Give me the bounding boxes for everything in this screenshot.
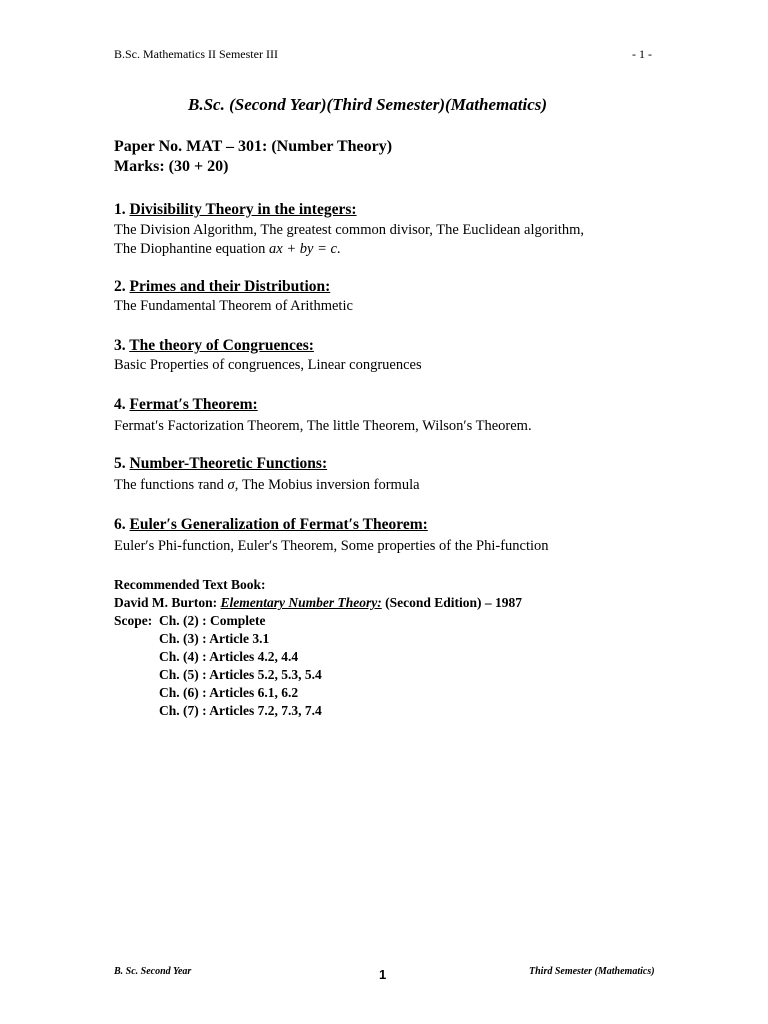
section-4-title: Fermat′s Theorem: (129, 396, 258, 413)
running-header-left: B.Sc. Mathematics II Semester III (114, 47, 278, 61)
footer-right: Third Semester (Mathematics) (529, 966, 655, 977)
scope-item: Ch. (4) : Articles 4.2, 4.4 (159, 649, 299, 664)
footer-page-number: 1 (379, 967, 387, 982)
section-6-title: Euler′s Generalization of Fermat′s Theorem: (129, 516, 428, 533)
section-1-body (114, 221, 584, 259)
section-1-line-2 (114, 240, 584, 259)
diophantine-equation: ax + by = c (269, 241, 337, 257)
section-5-number: 5. (114, 455, 126, 472)
section-2-number: 2. (114, 278, 126, 295)
section-4-number: 4. (114, 396, 126, 413)
section-1-line-1: The Division Algorithm, The greatest common divisor, The Euclidean algorithm, (114, 222, 585, 238)
section-6-body: Euler′s Phi-function, Euler′s Theorem, Some properties of the Phi-function (114, 538, 549, 554)
section-6-heading (114, 516, 428, 534)
section-1-line-2-text: The Diophantine equation (114, 241, 270, 257)
textbook-author: David M. Burton: (114, 595, 221, 610)
section-5-title: Number-Theoretic Functions: (129, 455, 328, 472)
section-1-heading (114, 201, 357, 219)
section-5-body (114, 476, 420, 495)
paper-number: Paper No. MAT – 301: (Number Theory) (114, 138, 393, 155)
scope-item: Ch. (6) : Articles 6.1, 6.2 (159, 685, 299, 700)
textbook-citation (114, 594, 522, 612)
section-5-heading (114, 455, 327, 473)
textbook-title: Elementary Number Theory: (220, 595, 382, 610)
section-3-body: Basic Properties of congruences, Linear congruences (114, 357, 422, 373)
section-3-number: 3. (114, 337, 126, 354)
textbook-edition: (Second Edition) – 1987 (381, 595, 523, 610)
scope-item: Ch. (5) : Articles 5.2, 5.3, 5.4 (159, 667, 322, 682)
section-2-body: The Fundamental Theorem of Arithmetic (114, 298, 353, 314)
section-1-title: Divisibility Theory in the integers: (129, 201, 357, 218)
section-1-line-2-end: . (336, 241, 341, 257)
sigma-symbol: σ (227, 477, 235, 493)
section-5-text-pre: The functions (114, 477, 198, 493)
section-6-number: 6. (114, 516, 126, 533)
textbook-block (114, 576, 522, 720)
section-5-text-mid: and (202, 477, 228, 493)
textbook-heading: Recommended Text Book: (114, 577, 266, 592)
section-2-title: Primes and their Distribution: (129, 278, 331, 295)
document-title: B.Sc. (Second Year)(Third Semester)(Mathematics) (188, 95, 548, 114)
section-3-heading (114, 337, 314, 355)
section-3-title: The theory of Congruences: (129, 337, 314, 354)
section-4-heading (114, 396, 258, 414)
section-1-number: 1. (114, 201, 126, 218)
section-4-body: Fermat′s Factorization Theorem, The little Theorem, Wilson′s Theorem. (114, 418, 532, 434)
section-2-heading (114, 278, 330, 296)
footer-left: B. Sc. Second Year (114, 966, 192, 977)
tau-symbol: τ (197, 477, 203, 493)
scope-label: Scope: (114, 613, 159, 628)
paper-marks: Marks: (30 + 20) (114, 158, 229, 175)
section-5-text-post: , The Mobius inversion formula (234, 477, 420, 493)
scope-item: Ch. (7) : Articles 7.2, 7.3, 7.4 (159, 703, 322, 718)
scope-item: Ch. (3) : Article 3.1 (159, 631, 270, 646)
scope-row (114, 612, 522, 630)
scope-item: Ch. (2) : Complete (159, 613, 266, 628)
running-header-page: - 1 - (632, 47, 652, 61)
